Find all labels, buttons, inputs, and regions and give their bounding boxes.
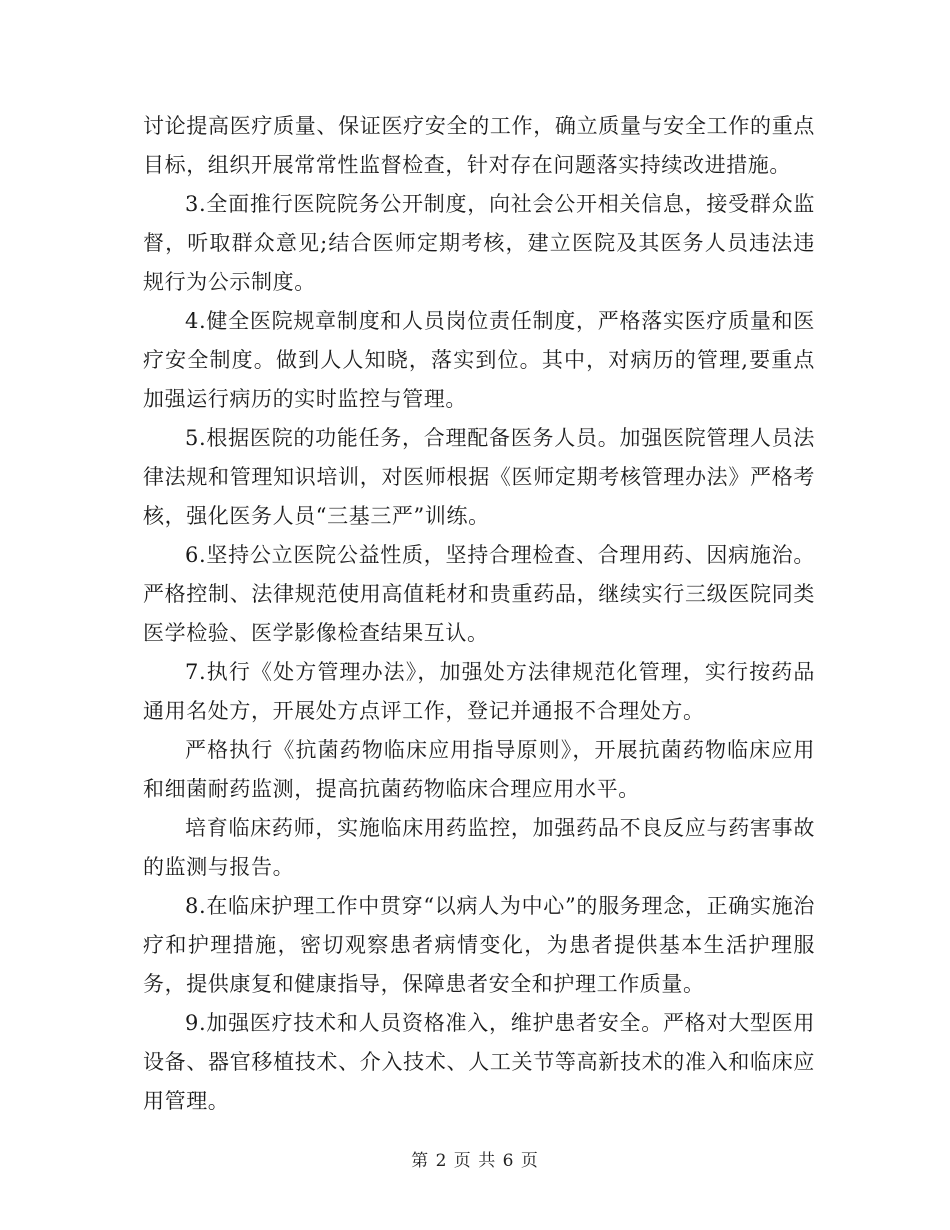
paragraph-continuation: 讨论提高医疗质量、保证医疗安全的工作，确立质量与安全工作的重点目标，组织开展常常性监督检查，针对存在问题落实持续改进措施。 (143, 114, 815, 177)
paragraph-item-6: 6.坚持公立医院公益性质，坚持合理检查、合理用药、因病施治。严格控制、法律规范使用高值耗材和贵重药品，继续实行三级医院同类医学检验、医学影像检查结果互认。 (143, 543, 815, 645)
paragraph-item-5: 5.根据医院的功能任务，合理配备医务人员。加强医院管理人员法律法规和管理知识培训，对医师根据《医师定期考核管理办法》严格考核，强化医务人员“三基三严”训练。 (143, 426, 815, 528)
paragraph-item-3: 3.全面推行医院院务公开制度，向社会公开相关信息，接受群众监督，听取群众意见;结合医师定期考核，建立医院及其医务人员违法违规行为公示制度。 (143, 192, 815, 294)
paragraph-item-7: 7.执行《处方管理办法》，加强处方法律规范化管理，实行按药品通用名处方，开展处方点评工作，登记并通报不合理处方。 (143, 660, 815, 723)
paragraph-clinical-pharmacist: 培育临床药师，实施临床用药监控，加强药品不良反应与药害事故的监测与报告。 (143, 816, 815, 879)
document-body (143, 107, 815, 1121)
paragraph-item-9: 9.加强医疗技术和人员资格准入，维护患者安全。严格对大型医用设备、器官移植技术、介入技术、人工关节等高新技术的准入和临床应用管理。 (143, 1011, 815, 1113)
paragraph-antibiotics: 严格执行《抗菌药物临床应用指导原则》，开展抗菌药物临床应用和细菌耐药监测，提高抗菌药物临床合理应用水平。 (143, 738, 815, 801)
paragraph-item-4: 4.健全医院规章制度和人员岗位责任制度，严格落实医疗质量和医疗安全制度。做到人人知晓，落实到位。其中，对病历的管理,要重点加强运行病历的实时监控与管理。 (143, 309, 815, 411)
page-number-footer: 第 2 页 共 6 页 (411, 1151, 539, 1171)
paragraph-item-8: 8.在临床护理工作中贯穿“以病人为中心”的服务理念，正确实施治疗和护理措施，密切观察患者病情变化，为患者提供基本生活护理服务，提供康复和健康指导，保障患者安全和护理工作质量。 (143, 894, 815, 996)
